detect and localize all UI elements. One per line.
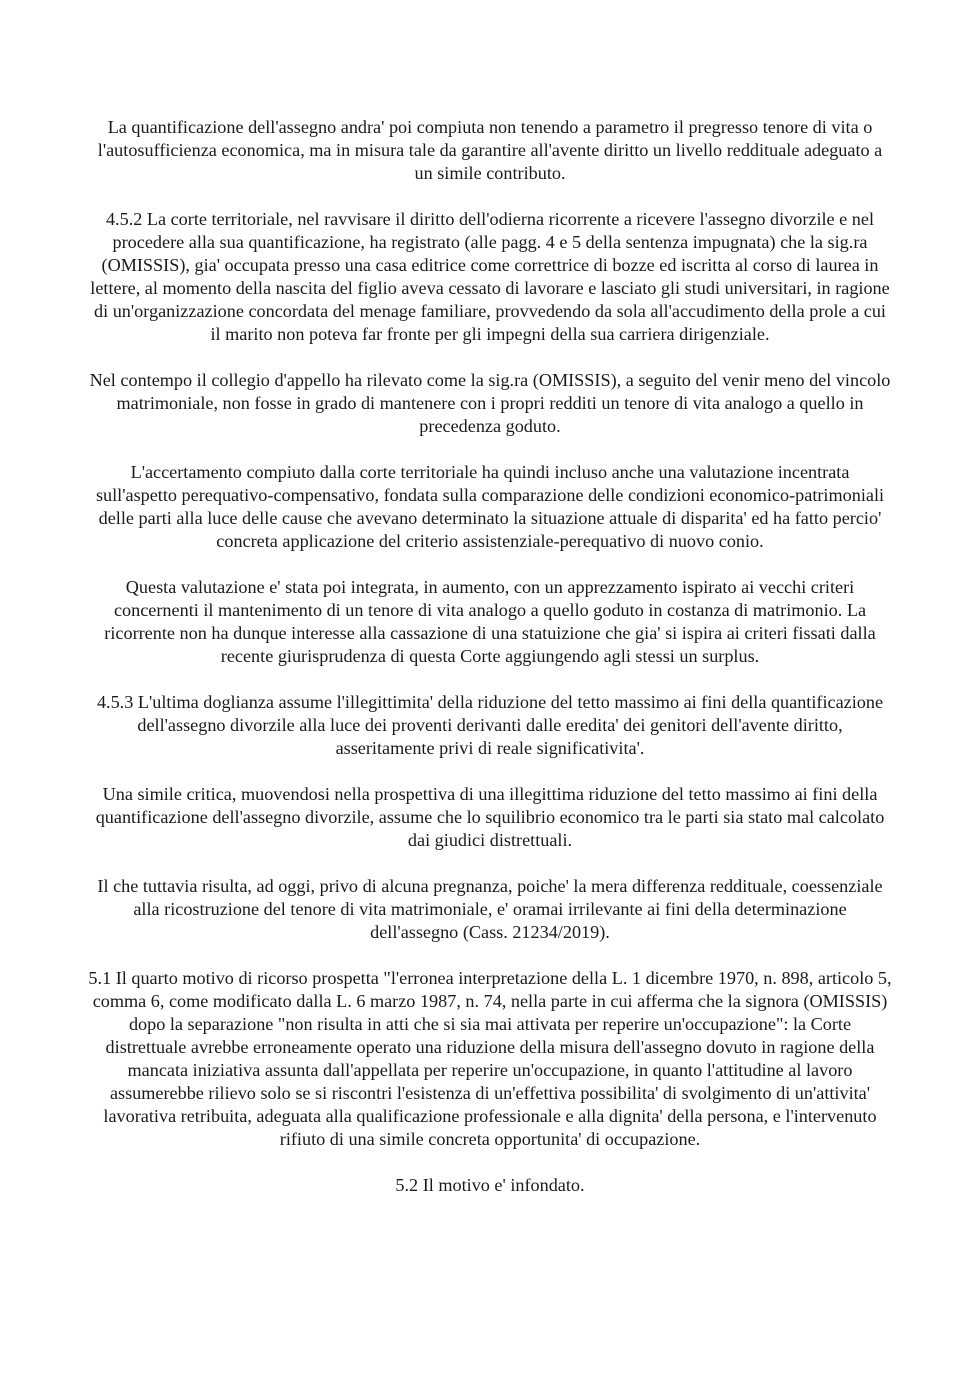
paragraph-simile-critica: Una simile critica, muovendosi nella prospettiva di una illegittima riduzione del tetto massimo ai fini della quantificazione dell'assegno divorzile, assume che lo squilibrio economico tra le parti sia stato mal calcolato dai giudici distrettuali.: [95, 784, 885, 850]
paragraph-5-1: 5.1 Il quarto motivo di ricorso prospetta "l'erronea interpretazione della L. 1 dicembre 1970, n. 898, articolo 5, comma 6, come modificato dalla L. 6 marzo 1987, n. 74, nella parte in cui afferma che la signora (OMISSIS) dopo la separazione "non risulta in atti che si sia mai attivata per reperire un'occupazione": la Corte distrettuale avrebbe erroneamente operato una riduzione della misura dell'assegno dovuto in ragione della mancata iniziativa assunta dall'appellata per reperire un'occupazione, in quanto l'attitudine al lavoro assumerebbe rilievo solo se si riscontri l'esistenza di un'effettiva possibilita' di svolgimento di un'attivita' lavorativa retribuita, adeguata alla qualificazione professionale e alla dignita' della persona, e l'intervenuto rifiuto di una simile concreta opportunita' di occupazione.: [88, 968, 892, 1149]
document-body: [88, 116, 892, 1220]
paragraph-4-5-2: 4.5.2 La corte territoriale, nel ravvisare il diritto dell'odierna ricorrente a ricevere l'assegno divorzile e nel procedere alla sua quantificazione, ha registrato (alle pagg. 4 e 5 della sentenza impugnata) che la sig.ra (OMISSIS), gia' occupata presso una casa editrice come correttrice di bozze ed iscritta al corso di laurea in lettere, al momento della nascita del figlio aveva cessato di lavorare e lasciato gli studi universitari, in ragione di un'organizzazione concordata del menage familiare, provvedendo da sola all'accudimento della prole a cui il marito non poteva far fronte per gli impegni della sua carriera dirigenziale.: [90, 209, 890, 344]
paragraph-assegno-quantificazione: La quantificazione dell'assegno andra' poi compiuta non tenendo a parametro il pregresso tenore di vita o l'autosufficienza economica, ma in misura tale da garantire all'avente diritto un livello reddituale adeguato a un simile contributo.: [97, 117, 883, 183]
paragraph-5-2: 5.2 Il motivo e' infondato.: [395, 1175, 585, 1195]
paragraph-valutazione-integrata: Questa valutazione e' stata poi integrata, in aumento, con un apprezzamento ispirato ai vecchi criteri concernenti il mantenimento di un tenore di vita analogo a quello goduto in costanza di matrimonio. La ricorrente non ha dunque interesse alla cassazione di una statuizione che gia' si ispira ai criteri fissati dalla recente giurisprudenza di questa Corte aggiungendo agli stessi un surplus.: [104, 577, 876, 666]
paragraph-collegio-appello: Nel contempo il collegio d'appello ha rilevato come la sig.ra (OMISSIS), a seguito del venir meno del vincolo matrimoniale, non fosse in grado di mantenere con i propri redditi un tenore di vita analogo a quello in precedenza goduto.: [89, 370, 891, 436]
paragraph-accertamento: L'accertamento compiuto dalla corte territoriale ha quindi incluso anche una valutazione incentrata sull'aspetto perequativo-compensativo, fondata sulla comparazione delle condizioni economico-patrimoniali delle parti alla luce delle cause che avevano determinato la situazione attuale di disparita' ed ha fatto percio' concreta applicazione del criterio assistenziale-perequativo di nuovo conio.: [95, 462, 885, 551]
paragraph-4-5-3: 4.5.3 L'ultima doglianza assume l'illegittimita' della riduzione del tetto massimo ai fini della quantificazione dell'assegno divorzile alla luce dei proventi derivanti dalle eredita' dei genitori dell'avente diritto, asseritamente privi di reale significativita'.: [96, 692, 884, 758]
paragraph-pregnanza: Il che tuttavia risulta, ad oggi, privo di alcuna pregnanza, poiche' la mera differenza reddituale, coessenziale alla ricostruzione del tenore di vita matrimoniale, e' oramai irrilevante ai fini della determinazione dell'assegno (Cass. 21234/2019).: [97, 876, 883, 942]
